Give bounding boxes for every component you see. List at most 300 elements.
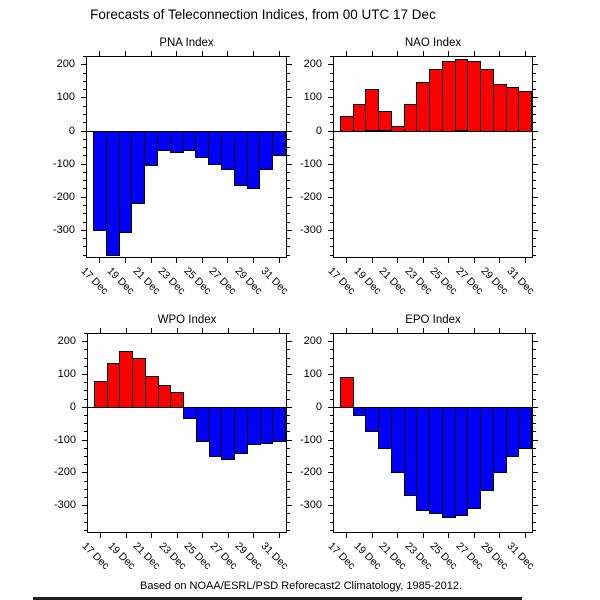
- y-minor-tick: [83, 155, 86, 156]
- bar-29dec: [247, 407, 261, 446]
- y-minor-tick: [533, 122, 536, 123]
- x-tick-label: 29 Dec: [478, 540, 511, 573]
- x-major-tick: [474, 328, 475, 333]
- y-major-tick: [82, 472, 87, 473]
- x-major-tick: [177, 533, 178, 538]
- bar-27dec: [221, 407, 235, 460]
- y-minor-tick: [533, 366, 536, 367]
- x-major-tick: [202, 533, 203, 538]
- y-minor-tick: [83, 205, 86, 206]
- y-major-tick: [82, 505, 87, 506]
- y-minor-tick: [533, 513, 536, 514]
- y-minor-tick: [84, 415, 87, 416]
- x-tick-label: 31 Dec: [504, 540, 537, 573]
- y-major-tick: [328, 440, 333, 441]
- y-minor-tick: [83, 213, 86, 214]
- y-minor-tick: [330, 172, 333, 173]
- y-minor-tick: [330, 222, 333, 223]
- x-major-tick: [499, 533, 500, 538]
- x-major-tick: [372, 533, 373, 538]
- x-tick-label: 25 Dec: [181, 540, 214, 573]
- y-minor-tick: [287, 489, 290, 490]
- x-major-tick: [279, 328, 280, 333]
- y-minor-tick: [287, 246, 290, 247]
- y-tick-label: -100: [299, 158, 322, 170]
- bar-21dec: [391, 407, 405, 474]
- y-minor-tick: [287, 73, 290, 74]
- y-major-tick: [328, 131, 333, 132]
- y-minor-tick: [287, 155, 290, 156]
- y-minor-tick: [287, 522, 290, 523]
- x-major-tick: [397, 51, 398, 56]
- bar-29dec: [247, 131, 261, 190]
- y-minor-tick: [83, 89, 86, 90]
- x-major-tick: [448, 258, 449, 263]
- zero-axis-line: [86, 131, 287, 132]
- y-minor-tick: [330, 530, 333, 531]
- x-major-tick: [372, 258, 373, 263]
- y-minor-tick: [330, 122, 333, 123]
- y-major-tick: [328, 64, 333, 65]
- y-tick-label: -300: [299, 499, 322, 511]
- y-minor-tick: [533, 114, 536, 115]
- y-minor-tick: [330, 489, 333, 490]
- y-tick-label: -100: [299, 434, 322, 446]
- y-minor-tick: [83, 246, 86, 247]
- y-tick-label: 200: [56, 58, 75, 70]
- bar-28dec: [234, 131, 248, 187]
- y-minor-tick: [330, 448, 333, 449]
- x-tick-label: 17 Dec: [325, 540, 358, 573]
- y-tick-label: -100: [52, 158, 75, 170]
- y-minor-tick: [287, 390, 290, 391]
- x-major-tick: [227, 51, 228, 56]
- y-minor-tick: [83, 122, 86, 123]
- bar-22dec: [404, 104, 418, 131]
- bar-18dec: [106, 131, 120, 256]
- y-minor-tick: [287, 147, 290, 148]
- y-minor-tick: [84, 399, 87, 400]
- epo-chart-title: EPO Index: [405, 314, 461, 326]
- nao-chart: [299, 37, 537, 298]
- bar-17dec: [340, 377, 354, 408]
- bar-25dec: [442, 61, 456, 132]
- y-minor-tick: [287, 530, 290, 531]
- y-minor-tick: [330, 205, 333, 206]
- x-major-tick: [279, 258, 280, 263]
- y-minor-tick: [287, 188, 290, 189]
- y-tick-label: -200: [53, 466, 76, 478]
- y-minor-tick: [330, 255, 333, 256]
- y-minor-tick: [533, 497, 536, 498]
- y-minor-tick: [287, 481, 290, 482]
- y-minor-tick: [533, 489, 536, 490]
- bar-18dec: [353, 407, 367, 416]
- y-minor-tick: [330, 513, 333, 514]
- y-tick-label: 0: [69, 401, 76, 413]
- x-tick-label: 27 Dec: [453, 265, 486, 298]
- bar-23dec: [416, 82, 430, 131]
- x-major-tick: [499, 328, 500, 333]
- footer-caption: Based on NOAA/ESRL/PSD Reforecast2 Climatology, 1985-2012.: [139, 580, 463, 592]
- y-minor-tick: [330, 431, 333, 432]
- y-minor-tick: [330, 366, 333, 367]
- x-major-tick: [372, 51, 373, 56]
- x-tick-label: 31 Dec: [258, 540, 291, 573]
- y-minor-tick: [83, 180, 86, 181]
- y-minor-tick: [84, 431, 87, 432]
- y-minor-tick: [330, 464, 333, 465]
- y-major-tick: [328, 407, 333, 408]
- x-major-tick: [253, 258, 254, 263]
- y-major-tick: [533, 407, 538, 408]
- x-tick-label: 19 Dec: [104, 265, 137, 298]
- y-minor-tick: [533, 382, 536, 383]
- y-minor-tick: [533, 464, 536, 465]
- y-minor-tick: [533, 255, 536, 256]
- y-major-tick: [328, 505, 333, 506]
- y-major-tick: [533, 131, 538, 132]
- x-tick-label: 23 Dec: [402, 540, 435, 573]
- x-major-tick: [397, 258, 398, 263]
- bar-26dec: [208, 131, 222, 165]
- y-minor-tick: [287, 106, 290, 107]
- x-tick-label: 31 Dec: [258, 265, 291, 298]
- bar-23dec: [170, 131, 184, 154]
- bar-20dec: [378, 407, 392, 449]
- figure-title: Forecasts of Teleconnection Indices, from 00 UTC 17 Dec: [90, 7, 436, 22]
- y-minor-tick: [330, 139, 333, 140]
- x-major-tick: [176, 258, 177, 263]
- y-minor-tick: [84, 358, 87, 359]
- bar-19dec: [365, 89, 379, 131]
- y-minor-tick: [83, 188, 86, 189]
- y-minor-tick: [287, 114, 290, 115]
- y-major-tick: [81, 131, 86, 132]
- x-major-tick: [99, 258, 100, 263]
- x-major-tick: [397, 328, 398, 333]
- bar-31dec: [518, 91, 532, 132]
- y-minor-tick: [287, 415, 290, 416]
- y-major-tick: [81, 164, 86, 165]
- x-tick-label: 23 Dec: [402, 265, 435, 298]
- bar-24dec: [429, 69, 443, 131]
- x-major-tick: [126, 328, 127, 333]
- x-major-tick: [346, 258, 347, 263]
- y-major-tick: [533, 505, 538, 506]
- y-minor-tick: [533, 530, 536, 531]
- bar-24dec: [183, 407, 197, 419]
- y-minor-tick: [330, 399, 333, 400]
- bar-17dec: [94, 381, 108, 408]
- x-major-tick: [346, 51, 347, 56]
- x-major-tick: [227, 258, 228, 263]
- y-minor-tick: [533, 188, 536, 189]
- y-minor-tick: [287, 89, 290, 90]
- y-major-tick: [533, 64, 538, 65]
- y-minor-tick: [84, 530, 87, 531]
- y-tick-label: 100: [303, 91, 322, 103]
- x-major-tick: [499, 51, 500, 56]
- bar-22dec: [157, 131, 171, 152]
- y-minor-tick: [287, 81, 290, 82]
- y-minor-tick: [330, 238, 333, 239]
- y-minor-tick: [533, 222, 536, 223]
- x-major-tick: [448, 328, 449, 333]
- y-major-tick: [82, 407, 87, 408]
- y-tick-label: -300: [53, 499, 76, 511]
- y-minor-tick: [533, 349, 536, 350]
- x-major-tick: [99, 51, 100, 56]
- y-minor-tick: [83, 147, 86, 148]
- y-minor-tick: [84, 481, 87, 482]
- y-major-tick: [533, 164, 538, 165]
- x-tick-label: 25 Dec: [181, 265, 214, 298]
- y-major-tick: [328, 341, 333, 342]
- bar-27dec: [467, 407, 481, 510]
- y-minor-tick: [330, 349, 333, 350]
- y-minor-tick: [330, 114, 333, 115]
- y-minor-tick: [84, 456, 87, 457]
- y-minor-tick: [533, 139, 536, 140]
- x-major-tick: [346, 533, 347, 538]
- x-major-tick: [525, 258, 526, 263]
- y-minor-tick: [533, 448, 536, 449]
- x-tick-label: 17 Dec: [78, 265, 111, 298]
- y-minor-tick: [330, 497, 333, 498]
- y-minor-tick: [533, 205, 536, 206]
- x-tick-label: 27 Dec: [206, 265, 239, 298]
- y-major-tick: [81, 97, 86, 98]
- bar-22dec: [158, 385, 172, 407]
- bar-30dec: [260, 407, 274, 444]
- x-major-tick: [474, 533, 475, 538]
- y-minor-tick: [287, 222, 290, 223]
- bar-23dec: [170, 392, 184, 408]
- y-major-tick: [328, 230, 333, 231]
- y-minor-tick: [330, 155, 333, 156]
- y-minor-tick: [330, 481, 333, 482]
- x-tick-label: 29 Dec: [232, 540, 265, 573]
- y-minor-tick: [533, 106, 536, 107]
- y-minor-tick: [83, 222, 86, 223]
- x-major-tick: [423, 533, 424, 538]
- y-minor-tick: [287, 358, 290, 359]
- bar-18dec: [107, 363, 121, 408]
- y-tick-label: -100: [53, 434, 76, 446]
- y-major-tick: [328, 472, 333, 473]
- y-major-tick: [82, 440, 87, 441]
- y-minor-tick: [330, 456, 333, 457]
- y-minor-tick: [533, 147, 536, 148]
- y-minor-tick: [330, 81, 333, 82]
- y-minor-tick: [287, 497, 290, 498]
- y-minor-tick: [84, 489, 87, 490]
- y-tick-label: -300: [52, 224, 75, 236]
- x-major-tick: [279, 533, 280, 538]
- y-minor-tick: [533, 399, 536, 400]
- x-major-tick: [346, 328, 347, 333]
- y-major-tick: [82, 374, 87, 375]
- x-tick-label: 31 Dec: [504, 265, 537, 298]
- y-minor-tick: [287, 333, 290, 334]
- x-major-tick: [151, 328, 152, 333]
- x-tick-label: 21 Dec: [376, 265, 409, 298]
- bar-30dec: [506, 87, 520, 131]
- y-minor-tick: [83, 114, 86, 115]
- x-major-tick: [423, 258, 424, 263]
- x-major-tick: [397, 533, 398, 538]
- x-tick-label: 25 Dec: [427, 540, 460, 573]
- y-minor-tick: [330, 423, 333, 424]
- y-minor-tick: [330, 73, 333, 74]
- y-minor-tick: [533, 423, 536, 424]
- x-tick-label: 23 Dec: [156, 540, 189, 573]
- y-tick-label: -200: [299, 191, 322, 203]
- y-minor-tick: [330, 213, 333, 214]
- y-minor-tick: [83, 56, 86, 57]
- y-minor-tick: [84, 349, 87, 350]
- bar-29dec: [493, 407, 507, 474]
- x-major-tick: [151, 51, 152, 56]
- y-minor-tick: [533, 481, 536, 482]
- y-minor-tick: [287, 366, 290, 367]
- y-minor-tick: [533, 415, 536, 416]
- x-major-tick: [151, 258, 152, 263]
- x-tick-label: 17 Dec: [325, 265, 358, 298]
- y-minor-tick: [330, 333, 333, 334]
- bar-25dec: [195, 131, 209, 158]
- x-major-tick: [202, 51, 203, 56]
- bar-27dec: [221, 131, 235, 170]
- y-minor-tick: [287, 423, 290, 424]
- y-tick-label: 100: [56, 91, 75, 103]
- y-minor-tick: [287, 255, 290, 256]
- x-major-tick: [525, 533, 526, 538]
- y-minor-tick: [330, 415, 333, 416]
- y-minor-tick: [287, 172, 290, 173]
- x-major-tick: [448, 51, 449, 56]
- y-minor-tick: [84, 513, 87, 514]
- y-tick-label: 200: [303, 335, 322, 347]
- y-major-tick: [533, 472, 538, 473]
- x-major-tick: [228, 328, 229, 333]
- bar-17dec: [93, 131, 107, 231]
- y-minor-tick: [287, 464, 290, 465]
- x-major-tick: [125, 51, 126, 56]
- x-tick-label: 25 Dec: [427, 265, 460, 298]
- y-minor-tick: [287, 431, 290, 432]
- y-minor-tick: [287, 382, 290, 383]
- bar-18dec: [353, 104, 367, 131]
- y-minor-tick: [287, 238, 290, 239]
- y-minor-tick: [330, 358, 333, 359]
- y-minor-tick: [533, 180, 536, 181]
- bar-28dec: [480, 407, 494, 492]
- x-major-tick: [253, 328, 254, 333]
- y-major-tick: [533, 440, 538, 441]
- x-tick-label: 21 Dec: [130, 265, 163, 298]
- y-major-tick: [328, 374, 333, 375]
- y-minor-tick: [84, 497, 87, 498]
- y-tick-label: -200: [299, 466, 322, 478]
- x-major-tick: [126, 533, 127, 538]
- y-minor-tick: [330, 180, 333, 181]
- x-tick-label: 29 Dec: [478, 265, 511, 298]
- x-major-tick: [525, 328, 526, 333]
- x-major-tick: [202, 258, 203, 263]
- x-major-tick: [474, 258, 475, 263]
- zero-axis-line: [87, 407, 287, 408]
- y-major-tick: [328, 97, 333, 98]
- y-minor-tick: [84, 522, 87, 523]
- x-tick-label: 29 Dec: [232, 265, 265, 298]
- y-major-tick: [533, 341, 538, 342]
- bar-19dec: [119, 131, 133, 233]
- x-major-tick: [253, 51, 254, 56]
- x-major-tick: [125, 258, 126, 263]
- x-tick-label: 19 Dec: [351, 265, 384, 298]
- zero-axis-line: [333, 131, 533, 132]
- y-minor-tick: [287, 180, 290, 181]
- x-major-tick: [525, 51, 526, 56]
- y-minor-tick: [533, 155, 536, 156]
- bar-21dec: [145, 376, 159, 408]
- bar-25dec: [442, 407, 456, 518]
- x-major-tick: [253, 533, 254, 538]
- y-minor-tick: [533, 73, 536, 74]
- y-major-tick: [533, 374, 538, 375]
- x-major-tick: [100, 328, 101, 333]
- y-major-tick: [82, 341, 87, 342]
- x-major-tick: [177, 328, 178, 333]
- y-minor-tick: [84, 448, 87, 449]
- x-tick-label: 19 Dec: [105, 540, 138, 573]
- y-minor-tick: [330, 89, 333, 90]
- bar-20dec: [378, 111, 392, 132]
- y-major-tick: [81, 197, 86, 198]
- x-major-tick: [228, 533, 229, 538]
- y-minor-tick: [83, 81, 86, 82]
- y-minor-tick: [533, 431, 536, 432]
- bar-28dec: [480, 69, 494, 131]
- y-minor-tick: [84, 390, 87, 391]
- y-minor-tick: [533, 456, 536, 457]
- y-minor-tick: [84, 464, 87, 465]
- y-tick-label: 200: [303, 58, 322, 70]
- y-tick-label: -300: [299, 224, 322, 236]
- y-minor-tick: [533, 56, 536, 57]
- zero-axis-line: [333, 407, 533, 408]
- x-major-tick: [100, 533, 101, 538]
- x-major-tick: [423, 328, 424, 333]
- y-minor-tick: [287, 399, 290, 400]
- x-tick-label: 27 Dec: [207, 540, 240, 573]
- nao-chart-title: NAO Index: [404, 37, 462, 49]
- y-major-tick: [533, 197, 538, 198]
- y-minor-tick: [287, 139, 290, 140]
- y-tick-label: 0: [68, 125, 75, 137]
- y-tick-label: -200: [52, 191, 75, 203]
- y-minor-tick: [83, 73, 86, 74]
- y-minor-tick: [83, 106, 86, 107]
- wpo-chart: [53, 314, 291, 573]
- y-major-tick: [533, 97, 538, 98]
- y-minor-tick: [84, 382, 87, 383]
- bar-29dec: [493, 84, 507, 131]
- bar-20dec: [132, 358, 146, 408]
- y-minor-tick: [330, 522, 333, 523]
